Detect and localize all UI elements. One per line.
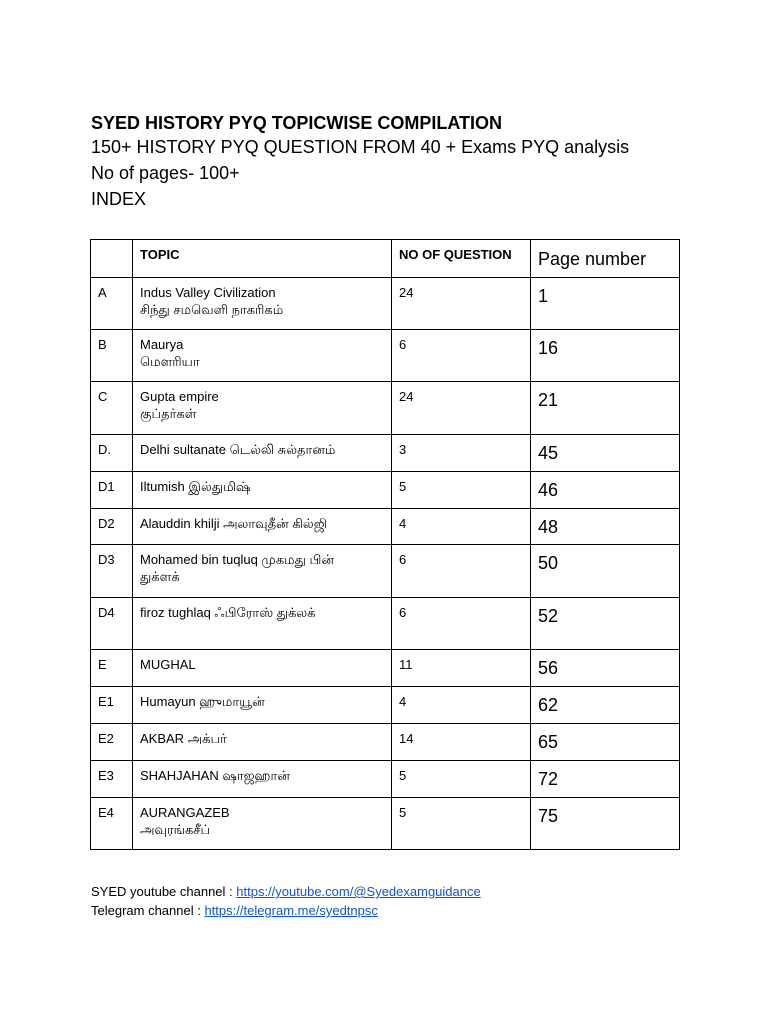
row-question-count: 24: [392, 278, 531, 330]
row-code: E2: [91, 724, 133, 761]
row-question-count: 6: [392, 330, 531, 382]
document-title: SYED HISTORY PYQ TOPICWISE COMPILATION: [91, 113, 503, 133]
youtube-link[interactable]: https://youtube.com/@Syedexamguidance: [236, 884, 481, 899]
index-table: [90, 239, 680, 850]
row-topic-cell: [133, 724, 392, 761]
row-question-count: 4: [392, 509, 531, 545]
table-row: [91, 650, 680, 687]
row-topic-cell: [133, 435, 392, 472]
table-row: [91, 687, 680, 724]
row-page-number: 72: [538, 769, 559, 789]
table-row: [91, 382, 680, 435]
header-cell-page: [531, 240, 680, 278]
row-page-number: 50: [538, 553, 559, 573]
row-topic-cell: [133, 382, 392, 435]
table-row: [91, 761, 680, 798]
row-topic-cell: [133, 509, 392, 545]
table-row: [91, 509, 680, 545]
row-page-cell: [531, 798, 680, 850]
row-page-number: 16: [538, 338, 559, 358]
row-topic-tamil: அவுரங்கசீப்: [140, 822, 211, 837]
table-header-row: [91, 240, 680, 278]
table-row: [91, 330, 680, 382]
index-table-body: [91, 240, 680, 850]
row-page-number: 48: [538, 517, 559, 537]
footer: [91, 882, 481, 920]
header-cell-questions: NO OF QUESTION: [392, 240, 531, 278]
row-topic: Humayun ஹுமாயூன்: [140, 694, 265, 709]
row-page-cell: [531, 330, 680, 382]
subtitle-question-count: 150+ HISTORY PYQ QUESTION FROM 40 + Exams PYQ analysis: [91, 137, 630, 157]
row-topic-cell: [133, 278, 392, 330]
row-question-count: 3: [392, 435, 531, 472]
row-code: E1: [91, 687, 133, 724]
table-row: [91, 472, 680, 509]
row-topic: Indus Valley Civilization: [140, 285, 276, 300]
row-page-cell: [531, 435, 680, 472]
youtube-line: [91, 882, 481, 901]
table-row: [91, 798, 680, 850]
row-page-cell: [531, 545, 680, 598]
row-question-count: 5: [392, 798, 531, 850]
row-topic: Mohamed bin tuqluq முகமது பின்: [140, 552, 334, 567]
subtitle-page-count: No of pages- 100+: [91, 163, 240, 183]
row-code: D2: [91, 509, 133, 545]
row-code: A: [91, 278, 133, 330]
row-question-count: 5: [392, 761, 531, 798]
row-topic-cell: [133, 330, 392, 382]
index-heading: INDEX: [91, 189, 147, 209]
row-question-count: 24: [392, 382, 531, 435]
row-topic-cell: [133, 687, 392, 724]
row-page-number: 52: [538, 606, 559, 626]
row-page-number: 62: [538, 695, 559, 715]
row-question-count: 6: [392, 545, 531, 598]
row-page-number: 21: [538, 390, 559, 410]
row-topic-cell: [133, 598, 392, 650]
row-topic-cell: [133, 798, 392, 850]
table-row: [91, 598, 680, 650]
telegram-label: Telegram channel :: [91, 903, 205, 918]
row-page-cell: [531, 598, 680, 650]
row-topic: AURANGAZEB: [140, 805, 230, 820]
row-page-cell: [531, 650, 680, 687]
row-page-number: 75: [538, 806, 559, 826]
row-page-cell: [531, 278, 680, 330]
row-topic-cell: [133, 472, 392, 509]
page-number-heading: Page number: [538, 249, 647, 269]
header-cell-topic: TOPIC: [133, 240, 392, 278]
row-code: E3: [91, 761, 133, 798]
row-topic-cell: [133, 761, 392, 798]
row-page-number: 1: [538, 286, 549, 306]
row-page-number: 46: [538, 480, 559, 500]
row-topic-tamil: மௌரியா: [140, 354, 200, 369]
row-topic: SHAHJAHAN ஷாஜஹான்: [140, 768, 290, 783]
row-page-cell: [531, 724, 680, 761]
row-topic-cell: [133, 650, 392, 687]
row-question-count: 6: [392, 598, 531, 650]
row-topic-tamil: துக்ளக்: [140, 569, 180, 584]
row-code: D3: [91, 545, 133, 598]
row-code: D1: [91, 472, 133, 509]
row-question-count: 4: [392, 687, 531, 724]
row-topic: MUGHAL: [140, 657, 196, 672]
row-page-cell: [531, 472, 680, 509]
row-page-cell: [531, 761, 680, 798]
row-page-cell: [531, 687, 680, 724]
row-code: E: [91, 650, 133, 687]
row-question-count: 5: [392, 472, 531, 509]
row-topic-cell: [133, 545, 392, 598]
row-topic: Delhi sultanate டெல்லி சுல்தானம்: [140, 442, 336, 457]
row-topic-tamil: குப்தர்கள்: [140, 406, 197, 421]
row-page-number: 56: [538, 658, 559, 678]
row-page-number: 45: [538, 443, 559, 463]
row-page-number: 65: [538, 732, 559, 752]
document-header: [91, 112, 629, 212]
row-topic: firoz tughlaq ஃபிரோஸ் துக்லக்: [140, 605, 316, 620]
row-page-cell: [531, 509, 680, 545]
row-topic: Maurya: [140, 337, 184, 352]
row-code: C: [91, 382, 133, 435]
table-row: [91, 545, 680, 598]
table-row: [91, 435, 680, 472]
table-row: [91, 724, 680, 761]
row-topic: AKBAR அக்பர்: [140, 731, 227, 746]
youtube-label: SYED youtube channel :: [91, 884, 237, 899]
telegram-line: [91, 901, 481, 920]
row-code: D.: [91, 435, 133, 472]
row-topic: Gupta empire: [140, 389, 219, 404]
row-code: B: [91, 330, 133, 382]
row-code: E4: [91, 798, 133, 850]
row-page-cell: [531, 382, 680, 435]
row-code: D4: [91, 598, 133, 650]
row-topic: Alauddin khilji அலாவுதீன் கில்ஜி: [140, 516, 327, 531]
table-row: [91, 278, 680, 330]
row-topic-tamil: சிந்து சமவெளி நாகரிகம்: [140, 302, 284, 317]
row-topic: Iltumish இல்துமிஷ்: [140, 479, 251, 494]
row-question-count: 14: [392, 724, 531, 761]
row-question-count: 11: [392, 650, 531, 687]
header-cell-code: [91, 240, 133, 278]
telegram-link[interactable]: https://telegram.me/syedtnpsc: [204, 903, 378, 918]
